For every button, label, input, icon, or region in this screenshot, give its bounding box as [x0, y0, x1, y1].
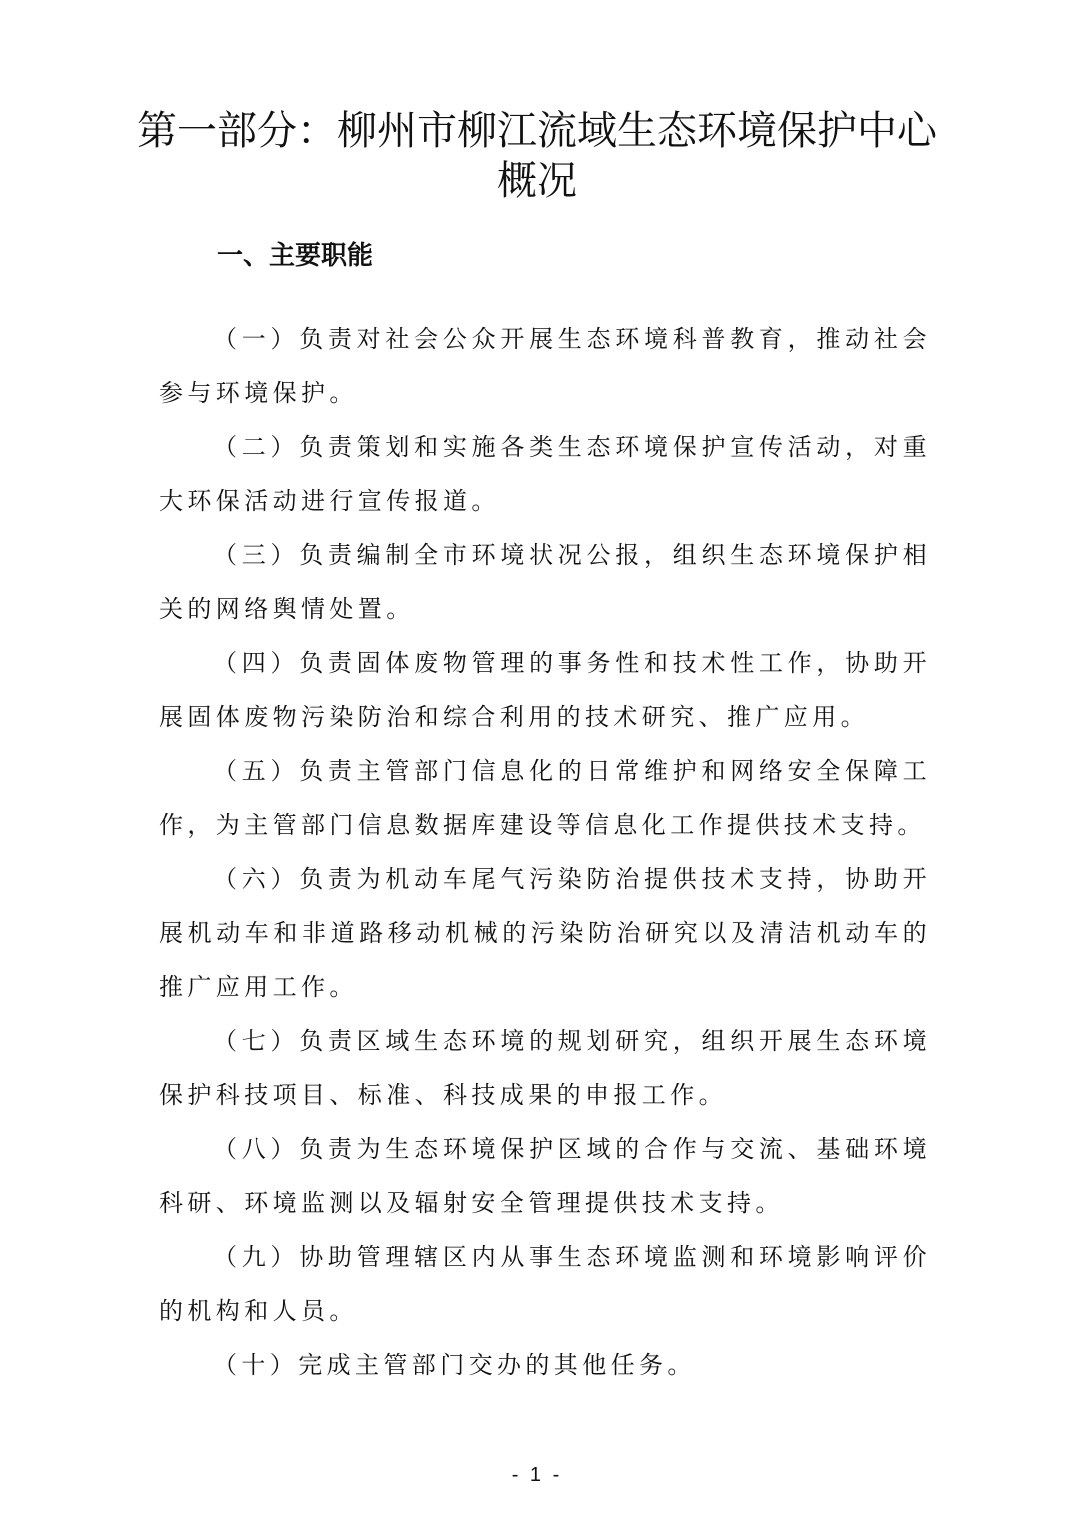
duty-paragraph-1: （一）负责对社会公众开展生态环境科普教育，推动社会参与环境保护。	[159, 325, 931, 407]
duty-paragraph-4: （四）负责固体废物管理的事务性和技术性工作，协助开展固体废物污染防治和综合利用的技术研究、推广应用。	[159, 649, 931, 731]
duty-paragraph-7: （七）负责区域生态环境的规划研究，组织开展生态环境保护科技项目、标准、科技成果的申报工作。	[159, 1027, 931, 1109]
duty-paragraph-9: （九）协助管理辖区内从事生态环境监测和环境影响评价的机构和人员。	[159, 1243, 931, 1325]
duty-paragraph-6: （六）负责为机动车尾气污染防治提供技术支持，协助开展机动车和非道路移动机械的污染防治研究以及清洁机动车的推广应用工作。	[159, 865, 931, 1001]
duty-paragraph-8: （八）负责为生态环境保护区域的合作与交流、基础环境科研、环境监测以及辐射安全管理提供技术支持。	[159, 1135, 931, 1217]
page-title: 第一部分：柳州市柳江流域生态环境保护中心概况	[137, 108, 937, 204]
duties-list	[159, 312, 931, 1392]
duty-paragraph-3: （三）负责编制全市环境状况公报，组织生态环境保护相关的网络舆情处置。	[159, 541, 931, 623]
page-number: - 1 -	[511, 1464, 563, 1486]
duty-paragraph-5: （五）负责主管部门信息化的日常维护和网络安全保障工作，为主管部门信息数据库建设等信息化工作提供技术支持。	[159, 757, 931, 839]
duty-paragraph-10: （十）完成主管部门交办的其他任务。	[213, 1351, 696, 1379]
duty-paragraph-2: （二）负责策划和实施各类生态环境保护宣传活动，对重大环保活动进行宣传报道。	[159, 433, 931, 515]
section-heading: 一、主要职能	[217, 241, 374, 271]
